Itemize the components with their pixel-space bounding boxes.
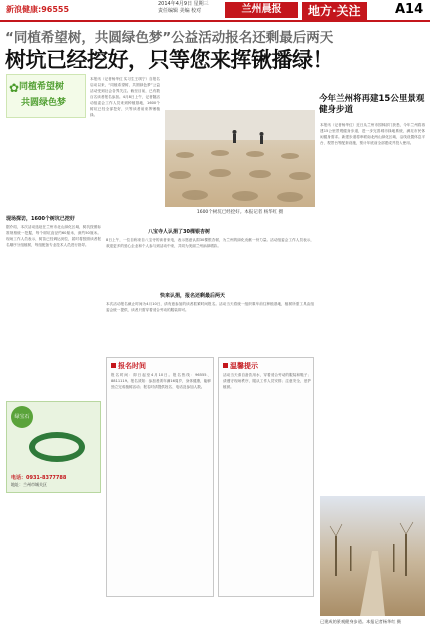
date-line: 2014年4月9日 星期三 xyxy=(158,1,209,7)
section-heading-1: 现场探访，1600个树坑已挖好 xyxy=(6,216,75,222)
side-article-title: 今年兰州将再建15公里景观健身步道 xyxy=(319,94,425,115)
registration-box-title xyxy=(111,361,146,371)
issue-date xyxy=(158,1,209,15)
section-body-3: 本次活动报名截止时间为4月10日，请有意参加的读者抓紧时间报名。活动当天将统一组织乘车前往种植基地，植树所需工具由组委会统一提供，读者只需穿着适合劳动的服装即可。 xyxy=(106,302,314,312)
ad-badge: 绿宝石 xyxy=(11,406,33,428)
page-header xyxy=(0,0,430,20)
tips-box-body: 活动当天请自备饮用水，穿着适合劳动的服装和鞋子；请遵守现场秩序，服从工作人员安排；注意安全，爱护植被。 xyxy=(223,373,311,389)
logo-line-1: 同植希望树 xyxy=(19,82,65,92)
jade-bracelet-icon xyxy=(29,432,85,462)
section-heading-3: 快来认捐，报名还剩最后两天 xyxy=(160,293,226,299)
page-number: A14 xyxy=(395,2,424,17)
header-rule xyxy=(0,20,430,22)
ad-phone: 电话：0931-8377788 xyxy=(11,475,67,481)
site-label: 新浪健康:96555 xyxy=(6,5,70,14)
square-bullet-icon xyxy=(111,363,116,368)
walkway-illustration xyxy=(320,496,425,616)
sprout-icon: ✿ xyxy=(9,81,20,95)
ad-address: 地址：兰州市城关区 xyxy=(11,482,47,487)
tips-box xyxy=(218,357,314,597)
square-bullet-icon xyxy=(223,363,228,368)
advertisement xyxy=(6,401,101,493)
section-label: 地方·关注 xyxy=(302,2,367,20)
campaign-logo xyxy=(6,74,86,118)
field-illustration xyxy=(165,110,315,207)
newspaper-masthead: 兰州晨报 xyxy=(225,2,298,18)
box-title-text: 温馨提示 xyxy=(230,362,258,370)
box-title-text: 报名时间 xyxy=(118,362,146,370)
registration-box xyxy=(106,357,214,597)
tips-box-title xyxy=(223,361,258,371)
photo-caption: 1600个树坑已经挖好。本报记者 杨华红 摄 xyxy=(196,210,284,215)
tree-pits-photo xyxy=(165,110,315,207)
article-title: 树坑已经挖好，只等您来挥锹播绿！ xyxy=(5,48,333,72)
section-body-1: 据介绍，本次活动选址在兰州市北山绿化区域，树坑按照标准规格统一挖掘，每个树坑直径约60厘米，深约50厘米。现场工作人员表示，树苗已经调运到位，届时将按照读者报名顺序分组植树，每组配备专业技术人员进行指导。 xyxy=(6,225,101,247)
section-body-2: 8日上午，一位自称来自八宝寺的读者来电，表示愿意认捐30棵银杏树，为兰州的绿化贡献一份力量。活动组委会工作人员表示，欢迎更多的爱心企业和个人参与到活动中来，共同为美丽兰州添绿增彩。 xyxy=(106,238,314,248)
registration-box-body: 报名时间：即日起至4月10日。报名热线：96555、8811119。报名须知：参加者须年满16周岁，身体健康，能够独立完成植树活动；报名时请提供姓名、电话及参加人数。 xyxy=(111,373,211,389)
logo-line-2: 共圆绿色梦 xyxy=(21,98,67,108)
side-article-body: 本报讯（记者杨华红）近日从兰州市园林部门获悉，今年兰州将再建15公里景观健身步道，进一步完善城市绿地系统，满足市民休闲健身需求。新建步道将串联南北两山绿化区域，沿线设置休息平台、观景台等配套设施，预计年底前全部建成并投入使用。 xyxy=(320,123,425,145)
editor-line: 责任编辑 美编 校对 xyxy=(158,8,202,14)
section-heading-2: 八宝寺人认捐了30棵银杏树 xyxy=(148,229,210,235)
walkway-photo xyxy=(320,496,425,616)
walkway-photo-caption: 已建成的景观健身步道。本报记者杨华红 摄 xyxy=(320,619,401,624)
lead-paragraph: 本报讯（记者杨华红 实习生王琪宁）自报名启动以来，“同植希望树，共圆绿色梦”公益活动受到社会各界关注。截至目前，已有数百名读者报名参加。4月8日上午，记者随活动组委会工作人员来到种植基地，1600个树坑已经全部挖好，只等读者前来挥锹植绿。 xyxy=(90,77,160,117)
article-subtitle: “同植希望树，共圆绿色梦”公益活动报名还剩最后两天 xyxy=(5,30,334,46)
